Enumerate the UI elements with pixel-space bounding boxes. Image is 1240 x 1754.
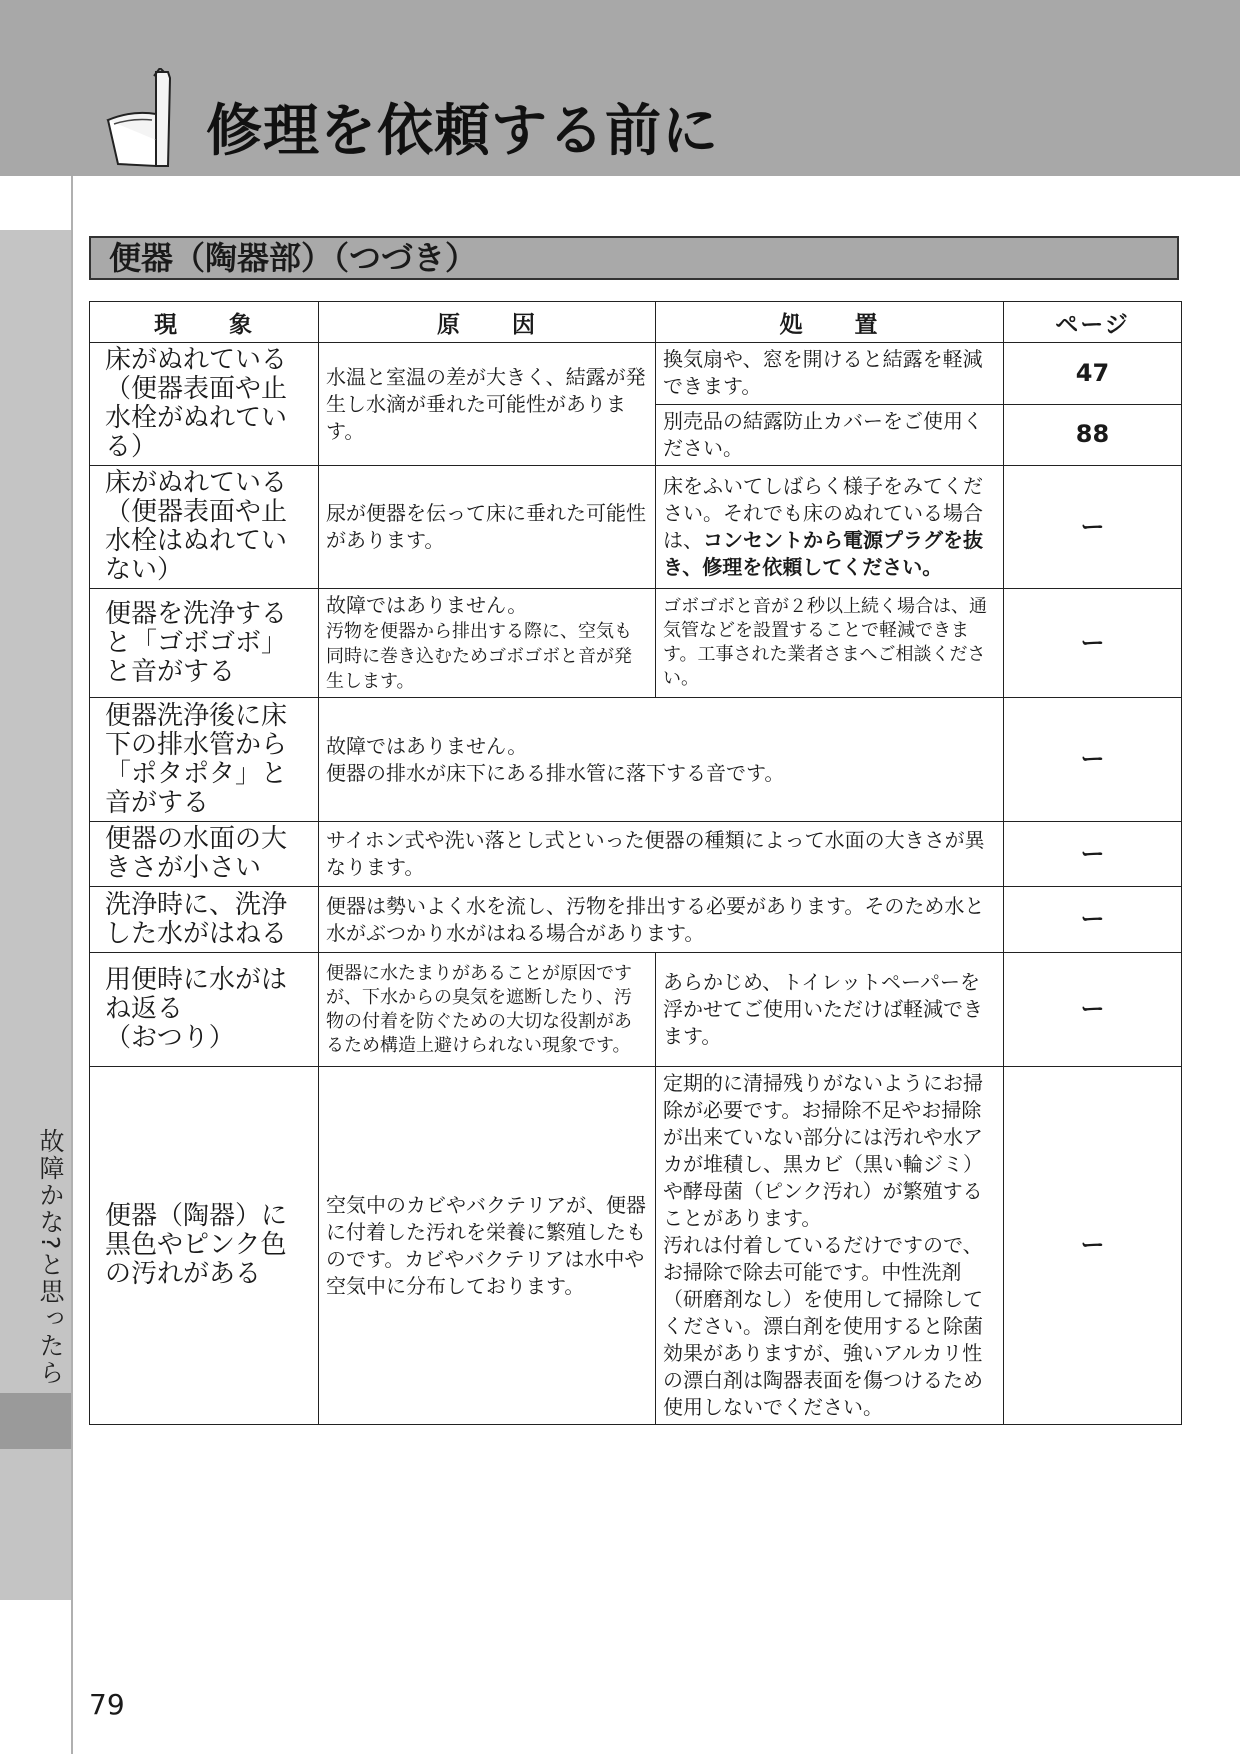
column-header-page: ページ [1004,302,1182,343]
symptom-cell: 床がぬれている （便器表面や止水栓はぬれていない） [90,466,319,589]
symptom-cell: 用便時に水がはね返る （おつり） [90,953,319,1067]
remedy-cell: あらかじめ、トイレットペーパーを浮かせてご使用いただけば軽減できます。 [656,953,1004,1067]
remedy-warning: コンセントから電源プラグを抜き、修理を依頼してください。 [663,528,983,579]
remedy-text: 床をふいてしばらく様子をみてください。それでも床のぬれている場合は、 [663,474,983,552]
page-ref-cell: 88 [1004,404,1182,466]
page-number: 79 [89,1688,125,1721]
cause-cell: 便器に水たまりがあることが原因ですが、下水からの臭気を遮断したり、汚物の付着を防ぐための大切な役割があるため構造上避けられない現象です。 [319,953,656,1067]
remedy-cell: 別売品の結露防止カバーをご使用ください。 [656,404,1004,466]
side-tab-marker [0,1393,71,1449]
symptom-cell: 便器洗浄後に床下の排水管から「ポタポタ」と音がする [90,698,319,822]
table-row [90,953,1182,1067]
remedy-cell: 定期的に清掃残りがないようにお掃除が必要です。お掃除不足やお掃除が出来ていない部分には汚れや水アカが堆積し、黒カビ（黒い輪ジミ）や酵母菌（ピンク汚れ）が繁殖することがあります。 汚れは付着しているだけですので、お掃除で除去可能です。中性洗剤（研磨剤なし）を使用して掃除してください。漂白剤を使用すると除菌効果がありますが、強いアルカリ性の漂白剤は陶器表面を傷つけるため使用しないでください。 [656,1067,1004,1425]
table-header-row [90,302,1182,343]
page-ref-cell: ー [1004,887,1182,953]
cause-cell: 水温と室温の差が大きく、結露が発生し水滴が垂れた可能性があります。 [319,343,656,466]
column-header-cause: 原 因 [319,302,656,343]
page-header [0,0,1240,176]
column-header-symptom: 現 象 [90,302,319,343]
cause-cell: サイホン式や洗い落とし式といった便器の種類によって水面の大きさが異なります。 [319,822,1004,887]
table-row [90,466,1182,589]
table-row [90,1067,1182,1425]
page-ref-cell: ー [1004,589,1182,698]
cause-cell [319,589,656,698]
troubleshooting-table [89,301,1182,1425]
table-row [90,343,1182,405]
symptom-cell: 便器を洗浄すると「ゴボゴボ」と音がする [90,589,319,698]
cause-detail: 汚物を便器から排出する際に、空気も同時に巻き込むためゴボゴボと音が発生します。 [326,621,632,692]
symptom-cell: 床がぬれている （便器表面や止水栓がぬれている） [90,343,319,466]
side-divider [71,176,73,1754]
table-row [90,822,1182,887]
cause-cell: 尿が便器を伝って床に垂れた可能性があります。 [319,466,656,589]
table-row [90,698,1182,822]
page-title: 修理を依頼する前に [206,99,719,164]
remedy-cell: ゴボゴボと音が２秒以上続く場合は、通気管などを設置することで軽減できます。工事された業者さまへご相談ください。 [656,589,1004,698]
cause-cell: 便器は勢いよく水を流し、汚物を排出する必要があります。そのため水と水がぶつかり水がはねる場合があります。 [319,887,1004,953]
remedy-cell: 換気扇や、窓を開けると結露を軽減できます。 [656,343,1004,405]
section-heading: 便器（陶器部）（つづき） [89,236,1179,280]
symptom-cell: 便器の水面の大きさが小さい [90,822,319,887]
toilet-icon [104,68,180,170]
side-tab-label: 故障かな?と思ったら [36,1128,65,1387]
page-ref-cell: ー [1004,1067,1182,1425]
page-ref-cell: ー [1004,698,1182,822]
page-ref-cell: 47 [1004,343,1182,405]
cause-cell: 故障ではありません。 便器の排水が床下にある排水管に落下する音です。 [319,698,1004,822]
page-ref-cell: ー [1004,822,1182,887]
symptom-cell: 便器（陶器）に黒色やピンク色の汚れがある [90,1067,319,1425]
column-header-remedy: 処 置 [656,302,1004,343]
page-ref-cell: ー [1004,953,1182,1067]
cause-text: 故障ではありません。 [326,593,528,617]
symptom-cell: 洗浄時に、洗浄した水がはねる [90,887,319,953]
cause-cell: 空気中のカビやバクテリアが、便器に付着した汚れを栄養に繁殖したものです。カビやバクテリアは水中や空気中に分布しております。 [319,1067,656,1425]
page-ref-cell: ー [1004,466,1182,589]
remedy-cell [656,466,1004,589]
table-row [90,589,1182,698]
table-row [90,887,1182,953]
